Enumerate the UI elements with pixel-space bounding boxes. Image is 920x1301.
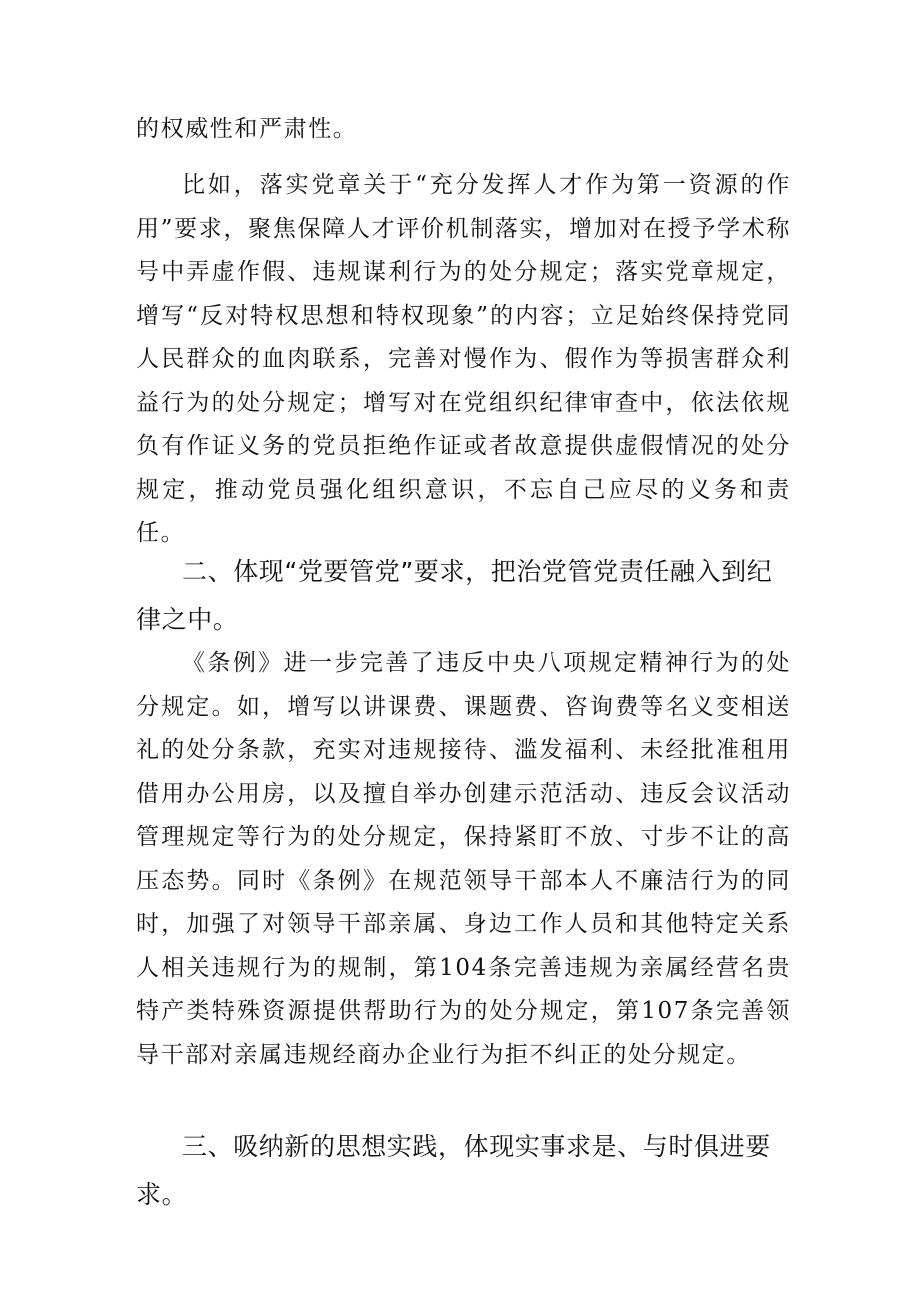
section-heading-three: 三、吸纳新的思想实践，体现实事求是、与时俱进要求。: [136, 1132, 771, 1209]
paragraph-eight-point-rules: 《条例》进一步完善了违反中央八项规定精神行为的处分规定。如，增写以讲课费、课题费、咨询费等名义变相送礼的处分条款，充实对违规接待、滥发福利、未经批准租用借用办公用房，以及擅自举办创建示范活动、违反会议活动管理规定等行为的处分规定，保持紧盯不放、寸步不让的高压态势。同时《条例》在规范领导干部本人不廉洁行为的同时，加强了对领导干部亲属、身边工作人员和其他特定关系人相关违规行为的规制，第104条完善违规为亲属经营名贵特产类特殊资源提供帮助行为的处分规定，第107条完善领导干部对亲属违规经商办企业行为拒不纠正的处分规定。: [136, 650, 791, 1068]
paragraph-party-constitution-examples: 比如，落实党章关于“充分发挥人才作为第一资源的作用”要求，聚焦保障人才评价机制落实，增加对在授予学术称号中弄虚作假、违规谋利行为的处分规定；落实党章规定，增写“反对特权思想和特权现象”的内容；立足始终保持党同人民群众的血肉联系，完善对慢作为、假作为等损害群众利益行为的处分规定；增写对在党组织纪律审查中，依法依规负有作证义务的党员拒绝作证或者故意提供虚假情况的处分规定，推动党员强化组织意识，不忘自己应尽的义务和责任。: [136, 172, 791, 546]
section-heading-two: 二、体现“党要管党”要求，把治党管党责任融入到纪律之中。: [136, 557, 773, 634]
paragraph-continuation: 的权威性和严肃性。: [136, 116, 358, 142]
